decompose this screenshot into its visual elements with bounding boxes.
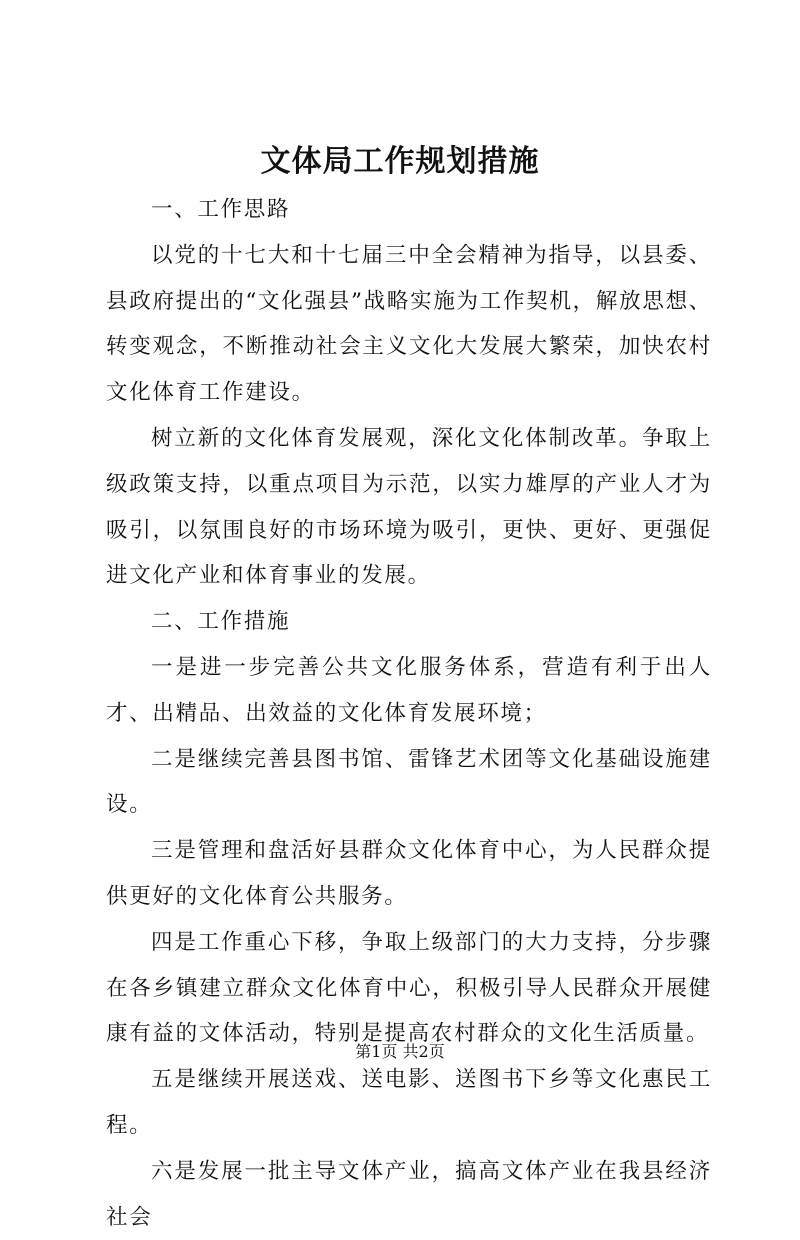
- paragraph: 二是继续完善县图书馆、雷锋艺术团等文化基础设施建设。: [106, 746, 712, 818]
- paragraph: 一是进一步完善公共文化服务体系，营造有利于出人才、出精品、出效益的文化体育发展环境；: [106, 654, 712, 726]
- document-title: 文体局工作规划措施: [260, 144, 540, 179]
- section-heading: 一、工作思路: [151, 197, 291, 222]
- page-number-footer: 第1页 共2页: [355, 1042, 445, 1061]
- paragraph: 六是发展一批主导文体产业，搞高文体产业在我县经济社会: [106, 1158, 712, 1230]
- paragraph: 树立新的文化体育发展观，深化文化体制改革。争取上级政策支持，以重点项目为示范，以实力雄厚的产业人才为吸引，以氛围良好的市场环境为吸引，更快、更好、更强促进文化产业和体育事业的发展。: [106, 425, 712, 589]
- section-heading: 二、工作措施: [151, 609, 291, 635]
- paragraph: 三是管理和盘活好县群众文化体育中心，为人民群众提供更好的文化体育公共服务。: [106, 838, 712, 909]
- document-body: [106, 187, 712, 1240]
- paragraph: 以党的十七大和十七届三中全会精神为指导，以县委、县政府提出的“文化强县”战略实施为工作契机，解放思想、转变观念，不断推动社会主义文化大发展大繁荣，加快农村文化体育工作建设。: [106, 242, 712, 406]
- paragraph: 五是继续开展送戏、送电影、送图书下乡等文化惠民工程。: [106, 1067, 712, 1138]
- paragraph: 四是工作重心下移，争取上级部门的大力支持，分步骤在各乡镇建立群众文化体育中心，积极引导人民群众开展健康有益的文体活动，特别是提高农村群众的文化生活质量。: [106, 929, 712, 1047]
